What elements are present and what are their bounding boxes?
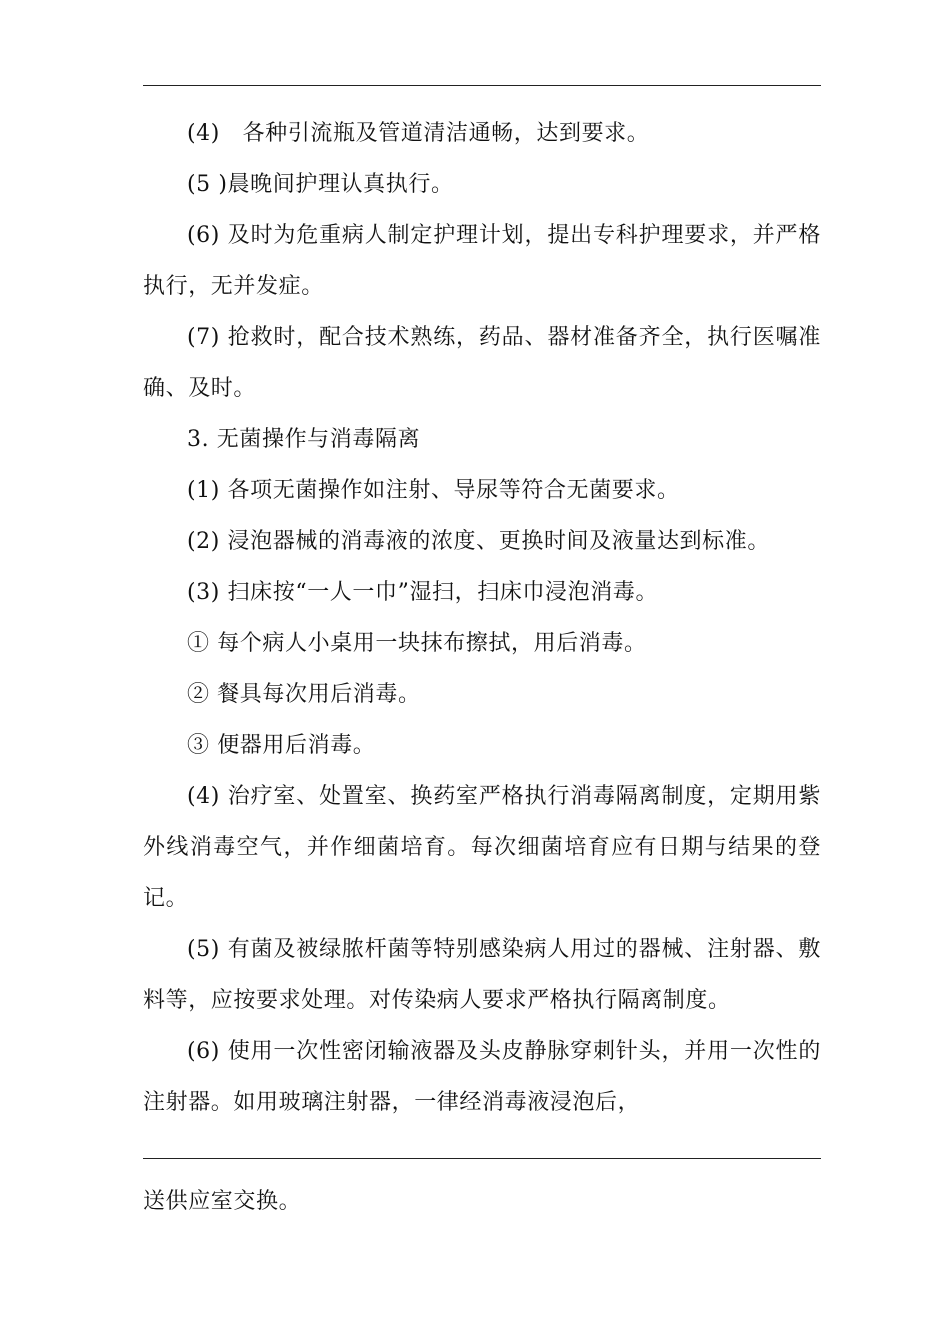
section-heading-aseptic: 3. 无菌操作与消毒隔离 — [187, 427, 421, 452]
list-item-bedpan: ③ 便器用后消毒。 — [187, 733, 376, 758]
list-item-table-wipe: ① 每个病人小桌用一块抹布擦拭，用后消毒。 — [187, 631, 647, 656]
paragraph-morning-evening-care: (5 )晨晚间护理认真执行。 — [187, 172, 454, 197]
continuation-text: 送供应室交换。 — [143, 1189, 302, 1214]
page-body — [143, 108, 821, 1128]
paragraph-drainage: (4) 各种引流瓶及管道清洁通畅，达到要求。 — [187, 121, 650, 146]
paragraph-rescue: (7) 抢救时，配合技术熟练，药品、器材准备齐全，执行医嘱准确、及时。 — [143, 325, 821, 401]
header-rule — [143, 85, 821, 86]
paragraph-aseptic-operations: (1) 各项无菌操作如注射、导尿等符合无菌要求。 — [187, 478, 680, 503]
paragraph-nursing-plan: (6) 及时为危重病人制定护理计划，提出专科护理要求，并严格执行，无并发症。 — [143, 223, 821, 299]
paragraph-disinfectant: (2) 浸泡器械的消毒液的浓度、更换时间及液量达到标准。 — [187, 529, 770, 554]
footer-rule — [143, 1158, 821, 1159]
paragraph-treatment-rooms: (4) 治疗室、处置室、换药室严格执行消毒隔离制度，定期用紫外线消毒空气，并作细菌培育。每次细菌培育应有日期与结果的登记。 — [143, 784, 821, 911]
paragraph-infection-handling: (5) 有菌及被绿脓杆菌等特别感染病人用过的器械、注射器、敷料等，应按要求处理。对传染病人要求严格执行隔离制度。 — [143, 937, 821, 1013]
paragraph-disposable-syringes: (6) 使用一次性密闭输液器及头皮静脉穿刺针头，并用一次性的注射器。如用玻璃注射器，一律经消毒液浸泡后， — [143, 1039, 821, 1115]
paragraph-bed-sweeping: (3) 扫床按“一人一巾”湿扫，扫床巾浸泡消毒。 — [187, 580, 659, 605]
list-item-tableware: ② 餐具每次用后消毒。 — [187, 682, 421, 707]
